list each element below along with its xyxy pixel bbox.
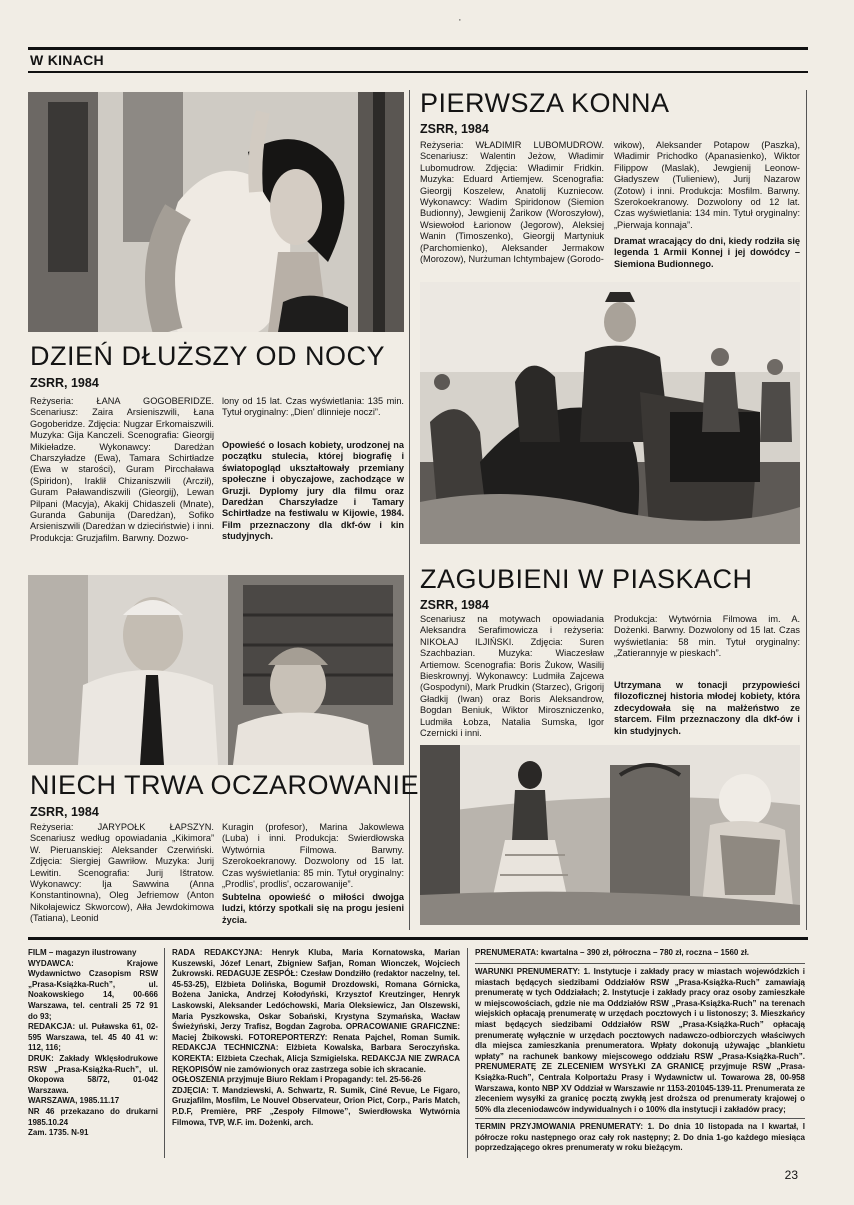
section-label: W KINACH (30, 52, 104, 68)
footer-rule (28, 937, 808, 940)
photo-desert (420, 745, 800, 925)
header-rule (28, 71, 808, 73)
subscription-deadlines (475, 1122, 805, 1158)
film-credits-dzien-2 (222, 396, 404, 430)
film-title-dzien: DZIEŃ DŁUŻSZY OD NOCY (30, 341, 386, 371)
credits-text: Reżyseria: ŁANA GOGOBERIDZE. Scenariusz: Zaira Arsieniszwili, Łana Gogoberidze. Zdjęcia: Nugzar Erkomaiszwili. Muzyka: Gija Kanczeli. Scenografia: Gieorgij Mikieładze. Wykonawcy: Daredżan Charszyładze (Ewa), Tamara Schirtładze (Ewa w starości), Guram Pircchaława (Spiridon), Iraklił Chizaniszwili (Arcził), Guram Paławandiszwili (Gieorgij), Lewan Pilpani (Macyja), Akakij Chidaszeli (Mnate), Guranda Gabunija (Daredżan), Sofiko Arsieniszwili (Daredżan w dzieciństwie) i inni. Produkcja: Gruzjafilm. Barwny. Dozwo- (30, 396, 214, 543)
film-credits-konna-2 (614, 140, 800, 234)
film-blurb-zagubieni (614, 680, 800, 740)
film-country-konna: ZSRR, 1984 (420, 122, 489, 136)
subscription-prices (475, 948, 805, 960)
photo-woman (28, 92, 404, 332)
credits-text: Kuragin (profesor), Marina Jakowlewa (Luba) i inni. Produkcja: Swierdłowska Wytwórnia Filmowa. Barwny. Szerokoekranowy. Dozwolony od 15 lat. Czas wyświetlania: 85 min. Tytuł oryginalny: „Prodlis', prodlis', oczarowanije”. (222, 822, 404, 890)
colophon-editorial-text: RADA REDAKCYJNA: Henryk Kluba, Maria Kornatowska, Marian Kuszewski, Józef Lenart, Zbigniew Safjan, Roman Wionczek, Wojciech Żukrowski. REDAGUJE ZESPÓŁ: Czesław Dondziłło (redaktor naczelny, tel. 45-53-25), Elżbieta Dolińska, Bogumił Drozdowski, Romana Górnicka, Bożena Janicka, Andrzej Kołodyński, Krzysztof Kreutzinger, Henryk Laskowski, Aleksander Ledóchowski, Maria Oleksiewicz, Jan Olszewski, Maria Pyszkowska, Oskar Sobański, Krystyna Szymańska, Wacław Świeżyński, Jerzy Trafisz, Bogdan Zagroba. OPRACOWANIE GRAFICZNE: Maciej Żbikowski. FOTOREPORTERZY: Renata Pajchel, Roman Sumik. REDAKCJA TECHNICZNA: Elżbieta Kowalska, Barbara Seroczyńska. KOREKTA: Elżbieta Czechak, Alicja Szmigielska. REDAKCJA NIE ZWRACA RĘKOPISÓW nie zamówionych oraz zastrzega sobie ich skracanie. OGŁOSZENIA przyjmuje Biuro Reklam i Propagandy: tel. 25-56-26 ZDJĘCIA: T. Mandziewski, A. Schwartz, R. Sumik, Ciné Revue, Le Figaro, Gruzjafilm, Mosfilm, Le Nouvel Observateur, Orion Pict, Corp., Paris Match, P.D.F, Première, PRF „Zespoły Filmowe”, Swierdłowska Wytwórnia Filmowa, TVP, W.F. im. Dożenki, arch. (172, 948, 460, 1127)
column-divider (409, 90, 410, 930)
blurb-text: Subtelna opowieść o miłości dwojga ludzi, którzy spotkali się na progu jesieni życia. (222, 892, 404, 925)
colophon-editorial (172, 948, 460, 1160)
credits-text: wikow), Aleksander Potapow (Paszka), Władimir Prichodko (Apanasienko), Wiktor Filippow (Maslak), Jewgienij Leonow-Gładyszew (Tulieniew), Jurij Nazarow (Zotow) i inni. Produkcja: Mosfilm. Barwny. Szerokoekranowy. Dozwolony od 12 lat. Czas wyświetlania: 134 min. Tytuł oryginalny: „Pierwaja konnaja”. (614, 140, 800, 230)
credits-text: Produkcja: Wytwórnia Filmowa im. A. Dożenki. Barwny. Dozwolony od 15 lat. Czas wyświetlania: 58 min. Tytuł oryginalny: „Zatierannyje w pieskach”. (614, 614, 800, 659)
film-country-zagubieni: ZSRR, 1984 (420, 598, 489, 612)
subscription-terms-text: WARUNKI PRENUMERATY: 1. Instytucje i zakłady pracy w miastach wojewódzkich i miastach będących siedzibami Oddziałów RSW „Prasa-Książka-Ruch” zamawiają prenumeratę w tych Oddziałach; 2. Instytucje i zakłady pracy oraz osoby zamieszkałe w miejscowościach, gdzie nie ma Oddziałów RSW „Prasa-Książka-Ruch” na terenach wiejskich opłacają prenumeratę w urzędach pocztowych i u listonoszy; 3. Mieszkańcy miast będących siedzibami Oddziałów RSW „Prasa-Książka-Ruch” opłacają prenumeratę wyłącznie w urzędach pocztowych nadawczo-odbiorczych właściwych dla miejsca zamieszkania prenumeratora. Wpłaty dokonują używając „blankietu wpłaty” na rachunek bankowy miejscowego oddziału RSW „Prasa-Książka-Ruch”. PRENUMERATĘ ZE ZLECENIEM WYSYŁKI ZA GRANICĘ przyjmuje RSW „Prasa-Książka-Ruch”, Centrala Kolportażu Prasy i Wydawnictw ul. Towarowa 28, 00-958 Warszawa, konto NBP XV Oddział w Warszawie nr 1153-201045-139-11. Prenumerata ze zleceniem wysyłki za granicę pocztą zwykłą jest droższa od prenumeraty krajowej o 50% dla zleceniodawców indywidualnych i o 100% dla instytucji i zakładów pracy; (475, 967, 805, 1114)
subscription-terms (475, 967, 805, 1115)
film-title-konna: PIERWSZA KONNA (420, 88, 670, 118)
blurb-text: Utrzymana w tonacji przypowieści filozoficznej historia młodej kobiety, która zdecydowała się na małżeństwo ze starcem. Film przeznaczony dla dkf-ów i kin studyjnych. (614, 680, 800, 736)
film-title-zagubieni: ZAGUBIENI W PIASKACH (420, 564, 753, 594)
film-blurb-konna (614, 236, 800, 272)
colophon-publisher-text: FILM – magazyn ilustrowany WYDAWCA: Krajowe Wydawnictwo Czasopism RSW „Prasa-Książka-Ruch”, ul. Noakowskiego 14, 00-666 Warszawa, tel. centrali 25 72 91 do 93; REDAKCJA: ul. Puławska 61, 02-595 Warszawa, tel. 45 40 41 w: 112, 116; DRUK: Zakłady Wklęsłodrukowe RSW „Prasa-Książka-Ruch”, ul. Okopowa 58/72, 01-042 Warszawa. WARSZAWA, 1985.11.17 NR 46 przekazano do drukarni 1985.10.24 Zam. 1735. N-91 (28, 948, 158, 1138)
credits-text: Reżyseria: JARYPOŁK ŁAPSZYN. Scenariusz według opowiadania „Kikimora” W. Pieruanskiej: Aleksander Czerwiński. Zdjęcia: Siergiej Gawriłow. Muzyka: Jurij Lewitin. Scenografia: Jurij Ištratow. Wykonawcy: Ija Sawwina (Anna Konstantinowna), Oleg Jefriemow (Anton Nikołajewicz Skworcow), Ałła Jewdokimowa (Tatiana), Leonid (30, 822, 214, 924)
right-rule (806, 90, 807, 930)
film-country-dzien: ZSRR, 1984 (30, 376, 99, 390)
blurb-text: Dramat wracający do dni, kiedy rodziła się legenda 1 Armii Konnej i jej dowódcy – Siemiona Budionnego. (614, 236, 800, 269)
subscription-rule-1 (475, 963, 805, 964)
page-number: 23 (784, 1168, 798, 1182)
film-credits-niech (30, 822, 214, 926)
footer-divider-1 (164, 948, 165, 1158)
top-mark: · (458, 14, 462, 26)
credits-text: Scenariusz na motywach opowiadania Aleksandra Serafimowicza i reżyseria: NIKOŁAJ ILJIŃSKI. Zdjęcia: Suren Szachbazian. Muzyka: Wiaczesław Artiemow. Scenografia: Boris Żukow, Wasilij Bieskrownyj. Wykonawcy: Ludmiła Zajcewa (Gospodyni), Mark Prudkin (Starzec), Grigorij Gładkij (Iwan) oraz Boris Aleksandrow, Bogdan Beniuk, Wiktor Miroszniczenko, Ludmiła Łobza, Natalia Sumska, Igor Czernicki i inni. (420, 614, 604, 738)
footer-divider-2 (467, 948, 468, 1158)
film-credits-niech-2 (222, 822, 404, 890)
photo-horsemen (420, 282, 800, 544)
film-credits-zagubieni (420, 614, 604, 738)
film-credits-zagubieni-2 (614, 614, 800, 672)
film-credits-dzien (30, 396, 214, 562)
film-blurb-dzien (222, 440, 404, 556)
credits-text: lony od 15 lat. Czas wyświetlania: 135 min. Tytuł oryginalny: „Dien' dlinnieje noczi”. (222, 396, 404, 418)
subscription-rule-2 (475, 1118, 805, 1119)
film-title-niech: NIECH TRWA OCZAROWANIE (30, 770, 420, 800)
blurb-text: Opowieść o losach kobiety, urodzonej na początku stulecia, której biografię i światopogląd ukształtowały przemiany społeczne i obyczajowe, zachodzące w Gruzji. Dyplomy jury dla filmu oraz Daredżan Charszyładze i Tamary Schirtładze na festiwalu w Kijowie, 1984. Film przeznaczony dla dkf-ów i kin studyjnych. (222, 440, 404, 542)
subscription-deadlines-text: TERMIN PRZYJMOWANIA PRENUMERATY: 1. Do dnia 10 listopada na I kwartał, I półrocze roku następnego oraz cały rok następny; 2. Do dnia 1-go każdego miesiąca poprzedzającego okres prenumeraty w roku bieżącym. (475, 1122, 805, 1153)
colophon-publisher (28, 948, 158, 1160)
credits-text: Reżyseria: WŁADIMIR LUBOMUDROW. Scenariusz: Walentin Jeżow, Władimir Lubomudrow. Zdjęcia: Władimir Fridkin. Muzyka: Eduard Artiemjew. Scenografia: Gieorgij Koszelew, Anatolij Kuzniecow. Wykonawcy: Wadim Spiridonow (Siemion Budionny), Jewgienij Żarikow (Woroszyłow), Wsiewołod Łarionow (Jegorow), Aleksiej Wanin (Timoszenko), Gieorgij Martyniuk (Parchomienko), Aleksander Jermakow (Morozow), Nurżuman Ichtymbajew (Gorodo- (420, 140, 604, 265)
film-blurb-niech (222, 892, 404, 926)
subscription-prices-text: PRENUMERATA: kwartalna – 390 zł, półroczna – 780 zł, roczna – 1560 zł. (475, 948, 750, 957)
film-credits-konna (420, 140, 604, 272)
film-country-niech: ZSRR, 1984 (30, 805, 99, 819)
top-rule (28, 47, 808, 50)
photo-couple (28, 575, 404, 765)
